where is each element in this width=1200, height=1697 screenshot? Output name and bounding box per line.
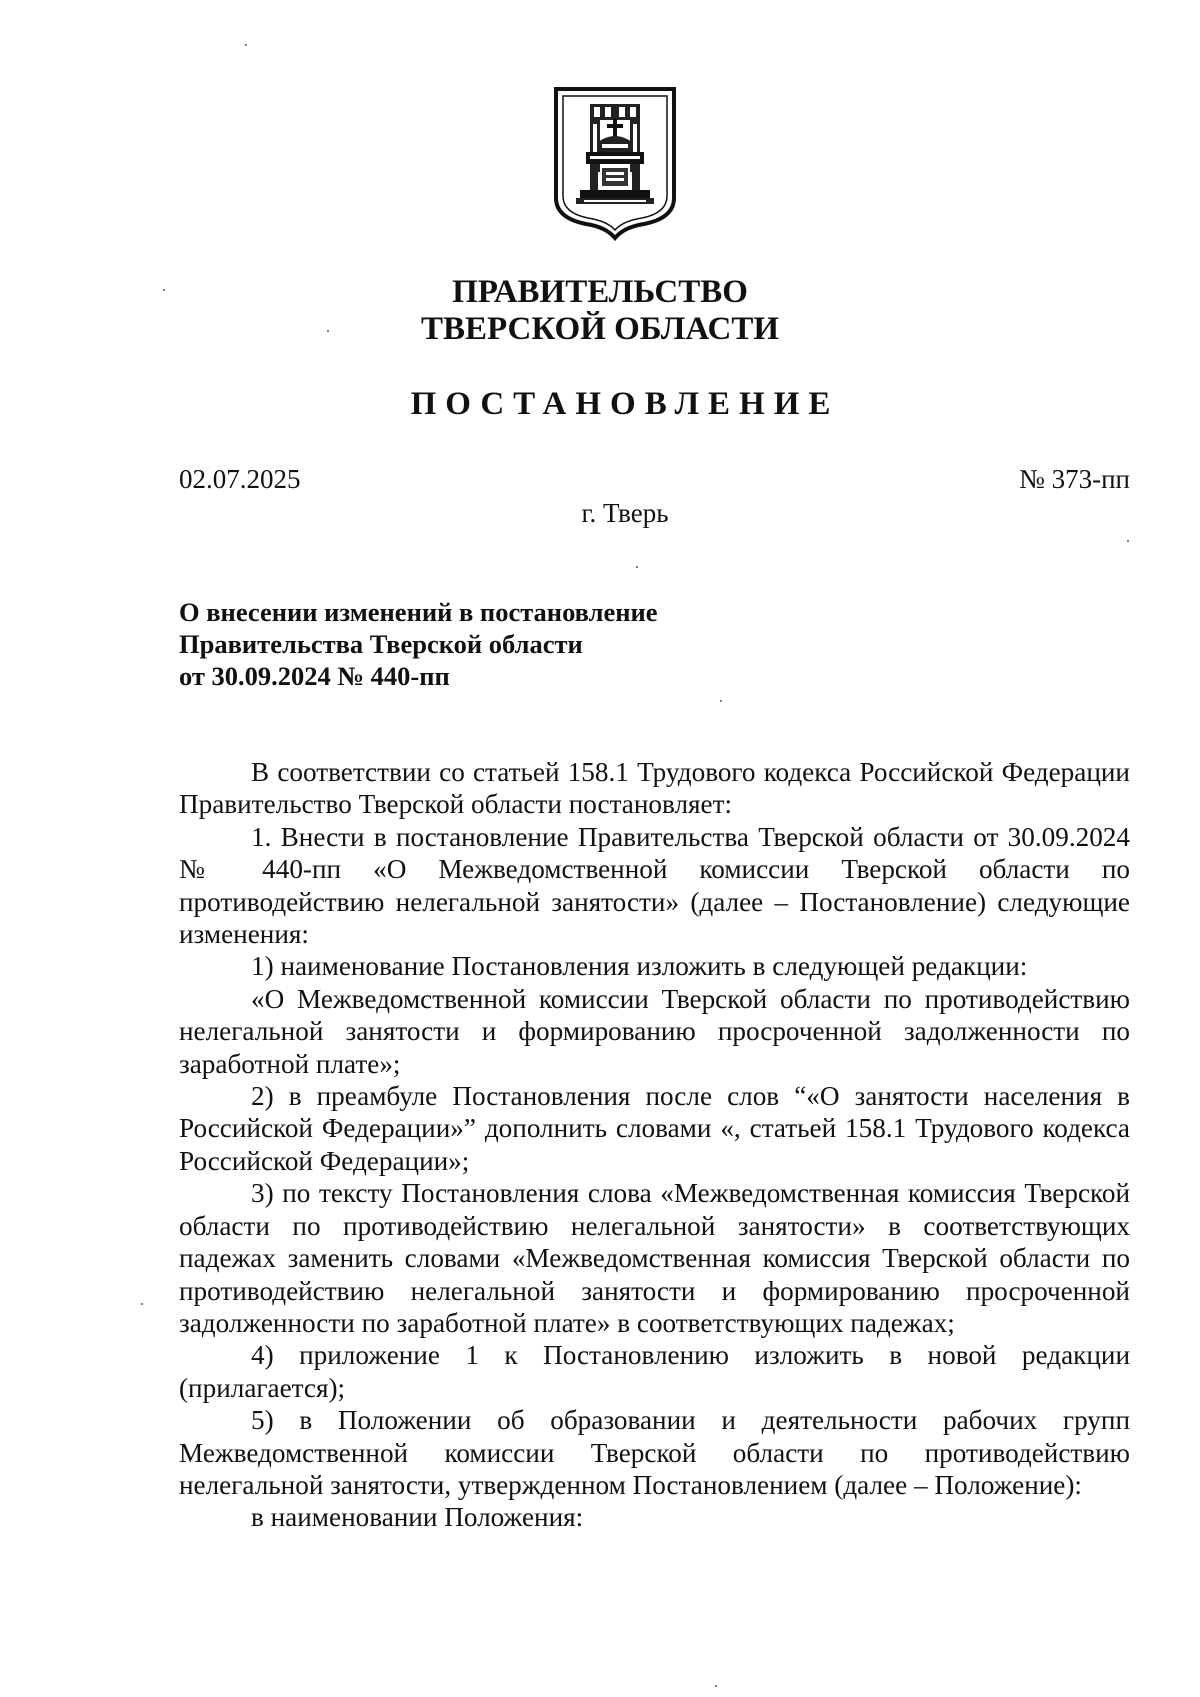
body-paragraph: 4) приложение 1 к Постановлению изложить в новой редакции (прилагается); [179,1340,1130,1403]
organization-name-line-1: ПРАВИТЕЛЬСТВО [452,274,748,310]
title-line: от 30.09.2024 № 440-пп [179,661,450,691]
scan-speck [163,289,165,291]
body-paragraph: 2) в преамбуле Постановления после слов “«О занятости населения в Российской Федерации»” дополнить словами «, статьей 158.1 Трудового кодекса Российской Федерации»; [179,1081,1130,1176]
scan-speck [141,1303,143,1305]
scan-speck [1127,540,1129,542]
body-paragraph: в наименовании Положения: [251,1502,584,1533]
document-city: г. Тверь [581,498,669,528]
body-paragraph: 3) по тексту Постановления слова «Межведомственная комиссия Тверской области по противодействию нелегальной занятости» в соответствующих падежах заменить словами «Межведомственная комиссия Тверской области по противодействию нелегальной занятости и формированию просроченной задолженности по заработной плате» в соответствующих падежах; [179,1178,1130,1338]
scan-speck [715,1685,717,1687]
tver-coat-of-arms-icon [552,86,678,241]
title-line: О внесении изменений в постановление [179,597,658,627]
scan-speck [636,566,638,568]
body-paragraph: 1) наименование Постановления изложить в следующей редакции: [251,951,1028,982]
document-body [179,756,1130,1534]
body-paragraph: 5) в Положении об образовании и деятельности рабочих групп Межведомственной комиссии Тверской области по противодействию нелегальной занятости, утвержденном Постановлением (далее – Положение): [179,1405,1130,1500]
document-date: 02.07.2025 [179,464,301,494]
body-paragraph: 1. Внести в постановление Правительства Тверской области от 30.09.2024 № 440-пп «О Межведомственной комиссии Тверской области по противодействию нелегальной занятости» (далее – Постановление) следующие изменения: [179,821,1130,950]
title-line: Правительства Тверской области [179,629,583,659]
document-title [179,596,879,692]
document-number: № 373-пп [1019,464,1130,494]
document-type: ПОСТАНОВЛЕНИЕ [410,386,840,422]
body-paragraph: В соответствии со статьей 158.1 Трудового кодекса Российской Федерации Правительство Тверской области постановляет: [179,757,1130,820]
organization-name-line-2: ТВЕРСКОЙ ОБЛАСТИ [420,311,780,347]
body-paragraph: «О Межведомственной комиссии Тверской области по противодействию нелегальной занятости и формированию просроченной задолженности по заработной плате»; [179,983,1130,1079]
scan-speck [327,330,329,332]
scan-speck [720,700,722,702]
scan-speck [245,44,247,46]
